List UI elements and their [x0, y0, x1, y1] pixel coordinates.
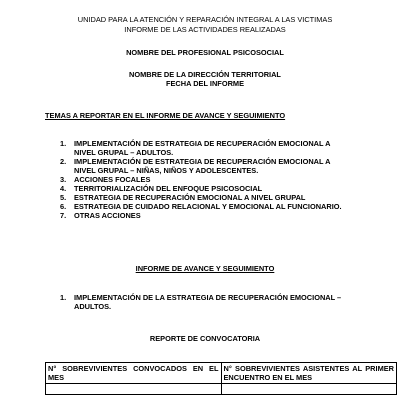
list-item-number: 1. — [60, 293, 67, 302]
list-item-text: IMPLEMENTACIÓN DE ESTRATEGIA DE RECUPERACIÓN EMOCIONAL A — [74, 157, 331, 166]
list-item-number: 7. — [60, 211, 67, 220]
territorial-direction: NOMBRE DE LA DIRECCIÓN TERRITORIAL — [129, 70, 281, 79]
report-list — [60, 293, 401, 311]
professional-name: NOMBRE DEL PROFESIONAL PSICOSOCIAL — [126, 48, 284, 57]
list-item-text: IMPLEMENTACIÓN DE LA ESTRATEGIA DE RECUPERACIÓN EMOCIONAL – — [74, 293, 342, 302]
report-date: FECHA DEL INFORME — [165, 79, 244, 88]
list-item-text: NIVEL GRUPAL – ADULTOS. — [74, 148, 174, 157]
list-item-text: ESTRATEGIA DE CUIDADO RELACIONAL Y EMOCIONAL AL FUNCIONARIO. — [74, 202, 342, 211]
list-item-number: 6. — [60, 202, 67, 211]
list-item-text: ADULTOS. — [74, 302, 112, 311]
list-item-number: 4. — [60, 184, 67, 193]
topics-list — [60, 139, 401, 220]
report-heading: INFORME DE AVANCE Y SEGUIMIENTO — [135, 264, 275, 273]
list-item-text: IMPLEMENTACIÓN DE ESTRATEGIA DE RECUPERACIÓN EMOCIONAL A — [74, 139, 331, 148]
list-item — [60, 202, 401, 211]
list-item-number: 5. — [60, 193, 67, 202]
list-item-text: ESTRATEGIA DE RECUPERACIÓN EMOCIONAL A NIVEL GRUPAL — [74, 193, 306, 202]
convocatoria-table — [45, 362, 397, 395]
list-item — [60, 175, 401, 184]
topics-heading: TEMAS A REPORTAR EN EL INFORME DE AVANCE Y SEGUIMIENTO — [45, 111, 286, 120]
header-title: UNIDAD PARA LA ATENCIÓN Y REPARACIÓN INTEGRAL A LAS VICTIMAS — [77, 15, 333, 24]
list-item — [60, 139, 401, 157]
list-item-text: NIVEL GRUPAL – NIÑAS, NIÑOS Y ADOLESCENTES. — [74, 166, 259, 175]
list-item-number: 2. — [60, 157, 67, 166]
list-item-text: OTRAS ACCIONES — [74, 211, 141, 220]
header-subtitle: INFORME DE LAS ACTIVIDADES REALIZADAS — [124, 25, 286, 34]
list-item — [60, 184, 401, 193]
list-item — [60, 211, 401, 220]
list-item-number: 3. — [60, 175, 67, 184]
list-item-number: 1. — [60, 139, 67, 148]
list-item — [60, 193, 401, 202]
convocatoria-heading: REPORTE DE CONVOCATORIA — [149, 334, 261, 343]
list-item-text: ACCIONES FOCALES — [74, 175, 151, 184]
table-cell — [221, 384, 397, 395]
table-row — [46, 363, 397, 384]
table-cell — [46, 384, 222, 395]
table-header-cell: N° SOBREVIVIENTES CONVOCADOS EN EL MES — [46, 363, 222, 384]
table-header-cell: N° SOBREVIVIENTES ASISTENTES AL PRIMER ENCUENTRO EN EL MES — [221, 363, 397, 384]
list-item — [60, 293, 401, 311]
list-item-text: TERRITORIALIZACIÓN DEL ENFOQUE PSICOSOCIAL — [74, 184, 263, 193]
table-row — [46, 384, 397, 395]
list-item — [60, 157, 401, 175]
